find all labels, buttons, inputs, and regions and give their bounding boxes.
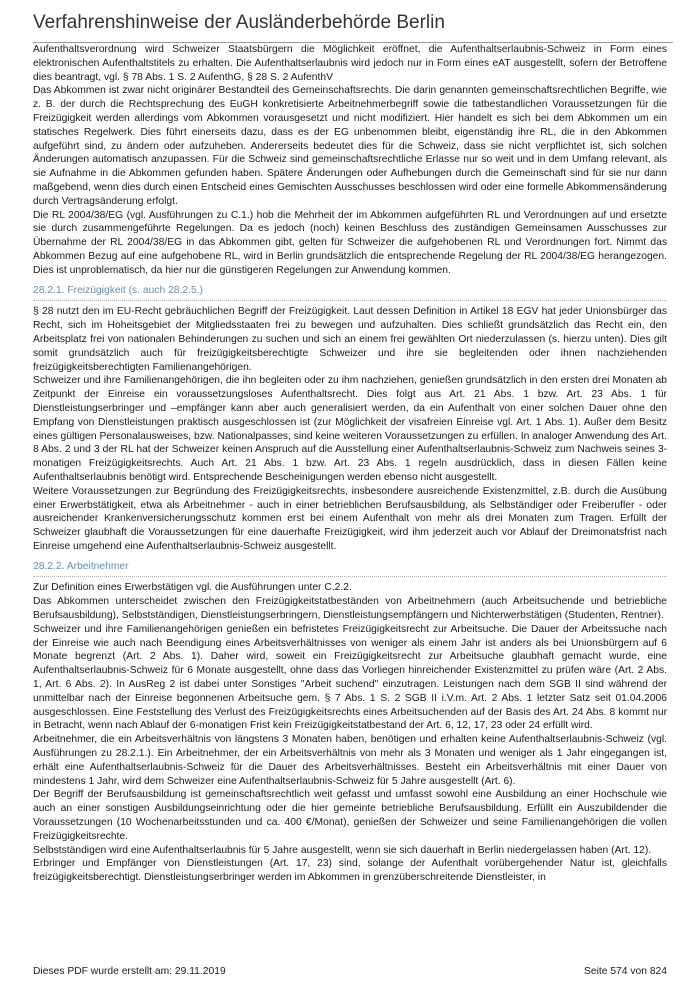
section-paragraph: Arbeitnehmer, die ein Arbeitsverhältnis von längstens 3 Monaten haben, benötigen und erhalten keine Aufenthaltserlaubnis-Schweiz (vgl. Ausführungen zu 28.2.1.). Ein Arbeitnehmer, der ein Arbeitsverhältnis von mehr als 3 Monaten und weniger als 1 Jahr eingegangen ist, erhält eine Aufenthaltserlaubnis-Schweiz für die Dauer des Arbeitsverhältnisses. Besteht ein Arbeitsverhältnis mit einer Dauer von mindestens 1 Jahr, wird dem Schweizer eine Aufenthaltserlaubnis-Schweiz für 5 Jahre ausgestellt (Art. 6). — [33, 734, 667, 787]
section-paragraph: Schweizer und ihre Familienangehörigen genießen ein befristetes Freizügigkeitsrecht zur Arbeitsuche. Die Dauer der Arbeitssuche nach der Einreise wie auch nach Beendigung eines Arbeitsverhältnisses von weniger als einem Jahr ist anders als bei Unionsbürgern auf 6 Monate begrenzt (Art. 2 Abs. 1). Daher wird, soweit ein Freizügigkeitsrecht zur Arbeitsuche glaubhaft gemacht wurde, eine Aufenthaltserlaubnis-Schweiz für 6 Monate ausgestellt, ohne dass das Vorliegen hinreichender Existenzmittel zu prüfen wäre (Art. 2 Abs. 1, Art. 6 Abs. 2). In AusReg 2 ist dabei unter Sonstiges "Arbeit suchend" einzutragen. Leistungen nach dem SGB II sind während der unmittelbar nach der Einreise begonnenen Arbeitsuche gem. § 7 Abs. 1 S. 2 SGB II i.V.m. Art. 2 Abs. 1 letzter Satz seit 01.04.2006 ausgeschlossen. Eine Feststellung des Verlust des Freizügigkeitsrechts eines Arbeitsuchenden auf der Basis des Art. 24 Abs. 8 kommt nur in Betracht, wenn nach Ablauf der 6-monatigen Frist kein Freizügigkeitstatbestand der Art. 6, 12, 17, 23 oder 24 erfüllt wird. — [33, 623, 667, 732]
section-heading-freizuegigkeit: 28.2.1. Freizügigkeit (s. auch 28.2.5.) — [33, 284, 667, 302]
section-paragraph: Der Begriff der Berufsausbildung ist gemeinschaftsrechtlich weit gefasst und umfasst sowohl eine Ausbildung an einer Hochschule wie auch an einer sonstigen Ausbildungseinrichtung oder die hier gemeinte betriebliche Berufsausbildung. Erfüllt ein Auszubildender die Voraussetzungen (10 Wochenarbeitsstunden und ca. 400 €/Monat), genießen der Schweizer und seine Familienangehörigen die vollen Freizügigkeitsrechte. — [33, 789, 667, 842]
creation-date-note: Dieses PDF wurde erstellt am: 29.11.2019 — [33, 966, 226, 977]
intro-paragraph: Aufenthaltsverordnung wird Schweizer Staatsbürgern die Möglichkeit eröffnet, die Aufenthaltserlaubnis-Schweiz in Form eines elektronischen Aufenthaltstitels zu erhalten. Die Aufenthaltserlaubnis wird jedoch nur in Form eines eAT ausgestellt, sofern der Betroffene dies beantragt, vgl. § 78 Abs. 1 S. 2 AufenthG, § 28 S. 2 AufenthV — [33, 44, 667, 83]
page-number: Seite 574 von 824 — [583, 966, 667, 977]
document-body — [33, 43, 667, 885]
page-title: Verfahrenshinweise der Ausländerbehörde Berlin — [33, 10, 673, 43]
intro-paragraph: Das Abkommen ist zwar nicht originärer Bestandteil des Gemeinschaftsrechts. Die darin genannten gemeinschaftsrechtlichen Begriffe, wie z. B. der durch die Rechtsprechung des EuGH konkretisierte Arbeitnehmerbegriff sowie die tatbestandlichen Voraussetzungen für die Freizügigkeit werden allerdings vom Abkommen vorausgesetzt und nicht modifiziert. Hier handelt es sich bei dem Abkommen um ein statisches Regelwerk. Dies führt einerseits dazu, dass es der EG unbenommen bleibt, eigenständig ihre RL, die in den Abkommen aufgeführt sind, zu ändern oder aufzuheben. Andererseits bedeutet dies für die Schweiz, dass sie nicht verpflichtet ist, sich solchen Änderungen automatisch anzupassen. Für die Schweiz sind gemeinschaftsrechtliche Erlasse nur so weit und in dem Umfang relevant, als sie Aufnahme in die Abkommen gefunden haben. Spätere Änderungen oder Aufhebungen durch die Gemeinschaft sind für sie nur dann maßgebend, wenn dies durch einen Entscheid eines Gemischten Ausschusses beschlossen wird oder eine formelle Abkommensänderung durch Vertragsänderung erfolgt. — [33, 85, 667, 207]
section-paragraph: Weitere Voraussetzungen zur Begründung des Freizügigkeitsrechts, insbesondere ausreichende Existenzmittel, z.B. durch die Ausübung einer Erwerbstätigkeit, etwa als Arbeitnehmer - auch in einer betrieblichen Berufsausbildung, als Selbständiger oder Freiberufler - oder ausreichender Krankenversicherungsschutz kommen erst bei einem Aufenthalt von mehr als drei Monaten zum Tragen. Erfüllt der Schweizer glaubhaft die Voraussetzungen für eine dauerhafte Freizügigkeit, wird ihm jederzeit auch vor Ablauf der Dreimonatsfrist nach Einreise umgehend eine Aufenthaltserlaubnis-Schweiz ausgestellt. — [33, 485, 667, 552]
section-paragraph: § 28 nutzt den im EU-Recht gebräuchlichen Begriff der Freizügigkeit. Laut dessen Definition in Artikel 18 EGV hat jeder Unionsbürger das Recht, sich im Hoheitsgebiet der Mitgliedsstaaten frei zu bewegen und aufzuhalten. Dies schließt grundsätzlich das Recht ein, den Arbeitsplatz frei von nationalen Behinderungen zu suchen und sich an einem frei gewählten Ort niederzulassen (s. hierzu unten). Dies gilt somit grundsätzlich auch für freizügigkeitsberechtigte Schweizer und ihre sie begleitenden oder ihnen nachziehenden freizügigkeitsberechtigten Familienangehörigen. — [33, 306, 667, 373]
page-footer — [33, 966, 667, 977]
section-paragraph: Das Abkommen unterscheidet zwischen den Freizügigkeitstatbeständen von Arbeitnehmern (auch Arbeitsuchende und betriebliche Berufsausbildung), Selbstständigen, Dienstleistungserbringern, Dienstleistungsempfängern und Nichterwerbstätigen (Studenten, Rentner). — [33, 596, 667, 622]
section-paragraph: Erbringer und Empfänger von Dienstleistungen (Art. 17, 23) sind, solange der Aufenthalt vorübergehender Natur ist, gleichfalls freizügigkeitsberechtigt. Dienstleistungserbringer werden im Abkommen in grenzüberschreitende Dienstleister, in — [33, 858, 667, 884]
intro-paragraph: Die RL 2004/38/EG (vgl. Ausführungen zu C.1.) hob die Mehrheit der im Abkommen aufgeführten RL und Verordnungen auf und ersetzte sie durch zusammengeführte Regelungen. Da es jedoch (noch) keinen Beschluss des zuständigen Gemeinsamen Ausschusses zur Übernahme der RL 2004/38/EG in das Abkommen gibt, gelten für Schweizer die aufgehobenen RL und Verordnungen fort. Nimmt das Abkommen Bezug auf eine aufgehobene RL, wird in Berlin grundsätzlich die entsprechende Regelung der RL 2004/38/EG herangezogen. Dies ist unproblematisch, da hier nur die günstigeren Regelungen zur Anwendung kommen. — [33, 209, 667, 276]
section-heading-arbeitnehmer: 28.2.2. Arbeitnehmer — [33, 560, 667, 578]
section-paragraph: Selbstständigen wird eine Aufenthaltserlaubnis für 5 Jahre ausgestellt, wenn sie sich dauerhaft in Berlin niedergelassen haben (Art. 12). — [33, 844, 652, 856]
section-paragraph: Zur Definition eines Erwerbstätigen vgl. die Ausführungen unter C.2.2. — [33, 582, 352, 594]
section-paragraph: Schweizer und ihre Familienangehörigen, die ihn begleiten oder zu ihm nachziehen, genießen grundsätzlich in den ersten drei Monaten ab Zeitpunkt der Einreise ein voraussetzungsloses Aufenthaltsrecht. Dies folgt aus Art. 21 Abs. 1 bzw. Art. 23 Abs. 1 für Dienstleistungserbringer und –empfänger kann aber auch generalisiert werden, da ein Aufenthalt von einer solchen Dauer ohne den Empfang von Dienstleistungen praktisch ausgeschlossen ist (zur Möglichkeit der visafreien Einreise vgl. Art. 1 Abs. 1). Außer dem Besitz eines gültigen Personalausweises, bzw. Nationalpasses, sind keine weiteren Voraussetzungen zu erfüllen. In analoger Anwendung des Art. 8 Abs. 2 und 3 der RL hat der Schweizer keinen Anspruch auf die Ausstellung einer Aufenthaltserlaubnis-Schweiz zum Nachweis seines 3-monatigen Freizügigkeitsrechts. Auch Art. 21 Abs. 1 bzw. Art. 23 Abs. 1 regeln ausdrücklich, dass in diesen Fällen keine Aufenthaltserlaubnis benötigt wird. Entsprechende Bescheinigungen werden ebenso nicht ausgestellt. — [33, 375, 667, 483]
